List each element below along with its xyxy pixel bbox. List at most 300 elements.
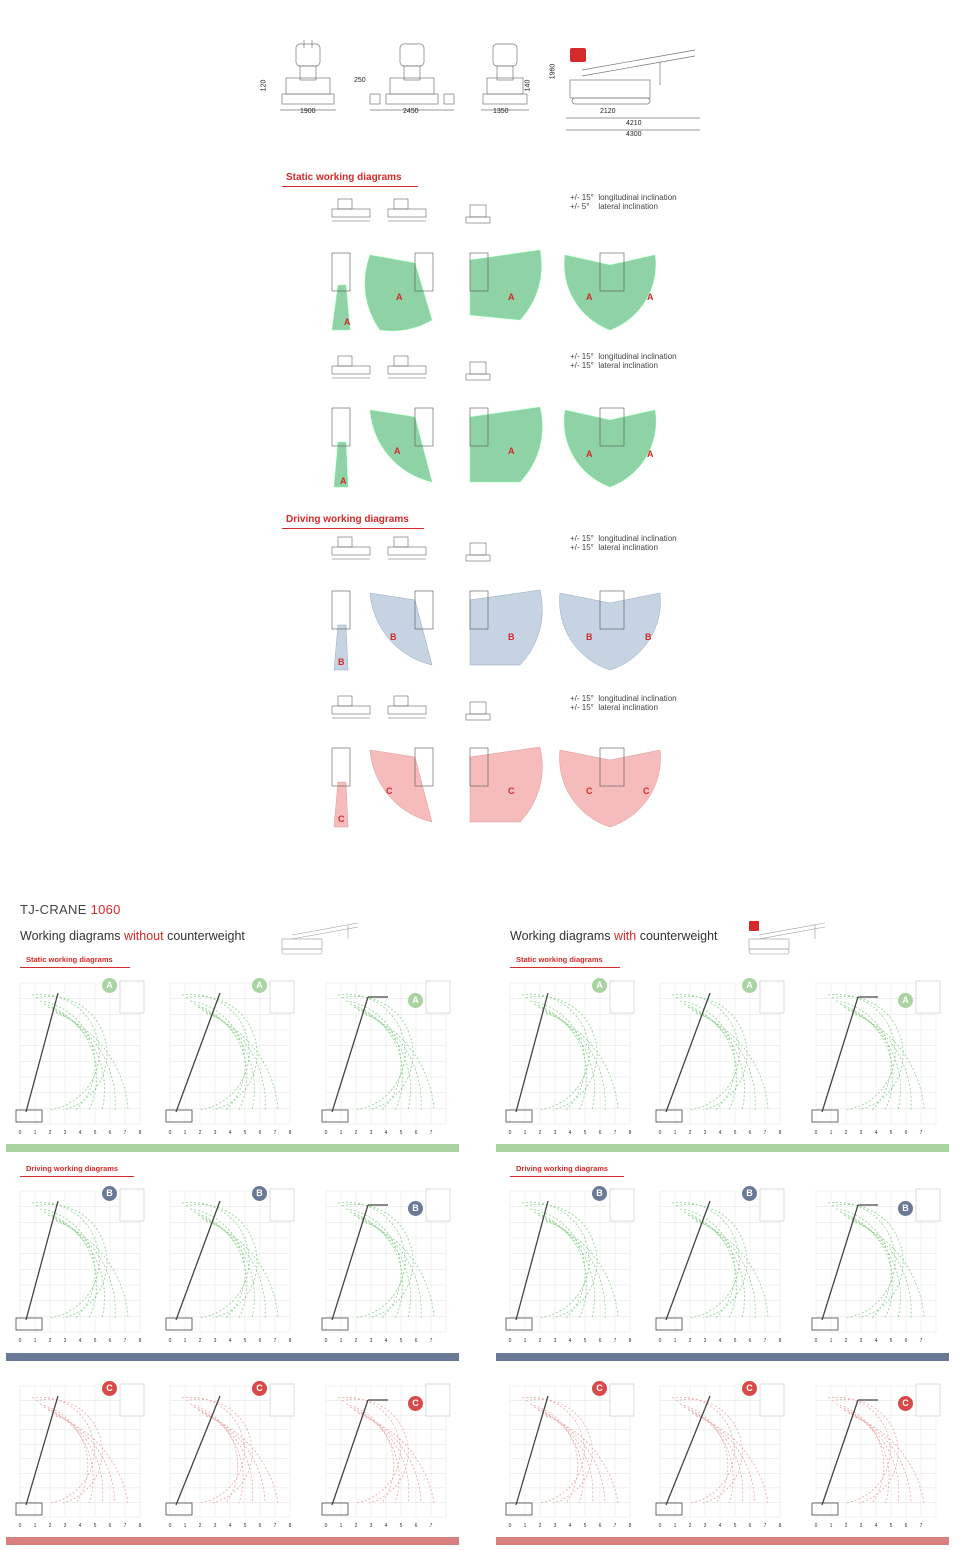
x-tick-label: 3 <box>703 1523 707 1529</box>
right-driving-title: Driving working diagrams <box>516 1164 609 1173</box>
x-tick-label: 6 <box>904 1523 908 1529</box>
load-arc <box>844 1410 899 1503</box>
x-tick-label: 2 <box>688 1338 692 1344</box>
x-tick-label: 0 <box>508 1130 512 1136</box>
x-tick-label: 4 <box>228 1338 232 1344</box>
load-arc <box>688 1215 745 1318</box>
x-tick-label: 1 <box>33 1338 37 1344</box>
driving-zone-row-b <box>320 585 690 680</box>
x-tick-label: 8 <box>288 1338 292 1344</box>
load-arc <box>198 1410 253 1503</box>
x-tick-label: 3 <box>859 1523 863 1529</box>
x-tick-label: 1 <box>183 1130 187 1136</box>
x-tick-label: 7 <box>273 1130 277 1136</box>
x-tick-label: 8 <box>778 1523 782 1529</box>
x-tick-label: 6 <box>598 1338 602 1344</box>
front-view-2 <box>368 38 456 118</box>
load-arc <box>48 1215 105 1318</box>
load-arc <box>848 1010 911 1110</box>
x-tick-label: 0 <box>658 1338 662 1344</box>
x-tick-label: 1 <box>673 1338 677 1344</box>
x-tick-label: 0 <box>508 1338 512 1344</box>
boom-line <box>176 1201 220 1320</box>
x-tick-label: 6 <box>108 1523 112 1529</box>
zone-badge-c: C <box>102 1381 117 1396</box>
zone-badge-b: B <box>592 1186 607 1201</box>
load-arc <box>844 1215 901 1318</box>
svg-text:C: C <box>643 786 650 796</box>
right-panel-title: Working diagrams with counterweight <box>510 929 718 943</box>
x-tick-label: 8 <box>778 1338 782 1344</box>
x-tick-label: 5 <box>399 1523 403 1529</box>
x-tick-label: 3 <box>213 1338 217 1344</box>
boom-line <box>822 1400 858 1505</box>
svg-text:A: A <box>508 446 515 456</box>
dim-height-1: 120 <box>260 79 268 92</box>
x-tick-label: 0 <box>508 1523 512 1529</box>
dim-width-2: 2450 <box>403 108 419 115</box>
zone-badge-c: C <box>252 1381 267 1396</box>
x-tick-label: 4 <box>228 1130 232 1136</box>
svg-text:B: B <box>586 632 593 642</box>
load-arc <box>852 1416 924 1503</box>
x-tick-label: 2 <box>48 1338 52 1344</box>
x-tick-label: 0 <box>168 1338 172 1344</box>
load-arc <box>538 1215 595 1318</box>
x-tick-label: 3 <box>703 1130 707 1136</box>
x-tick-label: 8 <box>628 1130 632 1136</box>
boom-line <box>176 993 220 1112</box>
x-tick-label: 1 <box>523 1338 527 1344</box>
dim-length-short: 4210 <box>626 120 642 127</box>
zone-badge-a: A <box>102 978 117 993</box>
zone-badge-c: C <box>898 1396 913 1411</box>
x-tick-label: 6 <box>414 1523 418 1529</box>
x-tick-label: 6 <box>748 1338 752 1344</box>
left-bar-a <box>6 1144 459 1152</box>
zone-a-label: A <box>344 317 351 327</box>
dim-height-3: 140 <box>524 79 532 92</box>
x-tick-label: 5 <box>399 1130 403 1136</box>
zone-badge-a: A <box>742 978 757 993</box>
x-tick-label: 1 <box>33 1523 37 1529</box>
x-tick-label: 2 <box>48 1523 52 1529</box>
load-chart-a-6 <box>806 975 946 1140</box>
zone-badge-c: C <box>408 1396 423 1411</box>
x-tick-label: 3 <box>859 1338 863 1344</box>
x-tick-label: 5 <box>889 1338 893 1344</box>
x-tick-label: 4 <box>874 1338 878 1344</box>
x-tick-label: 3 <box>369 1130 373 1136</box>
x-tick-label: 3 <box>553 1338 557 1344</box>
x-tick-label: 6 <box>904 1338 908 1344</box>
load-arc <box>538 1007 595 1110</box>
driving-group-1-machines <box>330 533 510 573</box>
load-arc <box>56 1416 128 1503</box>
boom-line <box>176 1396 220 1505</box>
x-tick-label: 0 <box>168 1523 172 1529</box>
svg-text:A: A <box>586 292 593 302</box>
dim-height-side: 1960 <box>549 63 557 80</box>
x-tick-label: 5 <box>93 1130 97 1136</box>
load-chart-c-1 <box>10 1378 150 1533</box>
x-tick-label: 0 <box>814 1523 818 1529</box>
load-arc <box>542 1218 605 1318</box>
load-arc <box>354 1215 411 1318</box>
x-tick-label: 4 <box>874 1130 878 1136</box>
x-tick-label: 1 <box>829 1523 833 1529</box>
x-tick-label: 4 <box>78 1523 82 1529</box>
svg-text:C: C <box>386 786 393 796</box>
brand-title: TJ-CRANE 1060 <box>20 902 121 917</box>
left-bar-c <box>6 1537 459 1545</box>
x-tick-label: 6 <box>748 1130 752 1136</box>
svg-text:C: C <box>586 786 593 796</box>
load-legend-box <box>760 1189 784 1221</box>
load-arc <box>688 1410 743 1503</box>
load-chart-b-1 <box>10 1183 150 1348</box>
load-arc <box>358 1218 421 1318</box>
x-tick-label: 8 <box>628 1523 632 1529</box>
x-tick-label: 6 <box>414 1338 418 1344</box>
x-tick-label: 3 <box>369 1338 373 1344</box>
x-tick-label: 3 <box>553 1523 557 1529</box>
x-tick-label: 1 <box>33 1130 37 1136</box>
load-legend-box <box>270 981 294 1013</box>
x-tick-label: 4 <box>384 1130 388 1136</box>
load-chart-a-1 <box>10 975 150 1140</box>
load-arc <box>848 1218 911 1318</box>
x-tick-label: 7 <box>613 1338 617 1344</box>
x-tick-label: 8 <box>288 1130 292 1136</box>
x-tick-label: 6 <box>748 1523 752 1529</box>
load-arc <box>354 1410 409 1503</box>
x-tick-label: 1 <box>523 1130 527 1136</box>
x-tick-label: 2 <box>354 1338 358 1344</box>
x-tick-label: 0 <box>18 1523 22 1529</box>
x-tick-label: 0 <box>324 1130 328 1136</box>
zone-badge-a: A <box>408 993 423 1008</box>
right-bar-a <box>496 1144 949 1152</box>
x-tick-label: 1 <box>339 1130 343 1136</box>
load-arc <box>692 1010 755 1110</box>
svg-text:A: A <box>647 292 654 302</box>
x-tick-label: 7 <box>763 1130 767 1136</box>
load-chart-a-2 <box>160 975 300 1140</box>
x-tick-label: 5 <box>93 1338 97 1344</box>
x-tick-label: 7 <box>763 1523 767 1529</box>
x-tick-label: 1 <box>339 1523 343 1529</box>
zone-badge-b: B <box>742 1186 757 1201</box>
load-chart-b-5 <box>650 1183 790 1348</box>
svg-text:A: A <box>508 292 515 302</box>
svg-text:B: B <box>645 632 652 642</box>
left-bar-b <box>6 1353 459 1361</box>
x-tick-label: 5 <box>733 1523 737 1529</box>
x-tick-label: 6 <box>904 1130 908 1136</box>
x-tick-label: 0 <box>658 1130 662 1136</box>
x-tick-label: 7 <box>273 1523 277 1529</box>
x-tick-label: 8 <box>138 1523 142 1529</box>
load-chart-a-4 <box>500 975 640 1140</box>
zone-b-label: B <box>338 657 345 667</box>
load-arc <box>52 1010 115 1110</box>
x-tick-label: 2 <box>198 1338 202 1344</box>
svg-text:A: A <box>396 292 403 302</box>
zone-badge-b: B <box>408 1201 423 1216</box>
x-tick-label: 2 <box>48 1130 52 1136</box>
x-tick-label: 3 <box>703 1338 707 1344</box>
load-legend-box <box>426 981 450 1013</box>
load-chart-c-2 <box>160 1378 300 1533</box>
load-arc <box>538 1410 593 1503</box>
section-underline <box>282 186 418 187</box>
left-static-title: Static working diagrams <box>26 955 113 964</box>
x-tick-label: 6 <box>108 1338 112 1344</box>
load-arc <box>358 1010 421 1110</box>
x-tick-label: 7 <box>429 1338 433 1344</box>
x-tick-label: 4 <box>384 1338 388 1344</box>
x-tick-label: 1 <box>829 1338 833 1344</box>
svg-text:C: C <box>508 786 515 796</box>
x-tick-label: 5 <box>583 1523 587 1529</box>
driving-zone-row-c <box>320 742 690 837</box>
dim-height-2: 250 <box>354 77 366 84</box>
x-tick-label: 0 <box>168 1130 172 1136</box>
left-panel-title: Working diagrams without counterweight <box>20 929 245 943</box>
boom-line <box>26 1201 58 1320</box>
x-tick-label: 5 <box>243 1130 247 1136</box>
load-legend-box <box>760 1384 784 1416</box>
x-tick-label: 2 <box>198 1130 202 1136</box>
load-legend-box <box>760 981 784 1013</box>
left-driving-title: Driving working diagrams <box>26 1164 119 1173</box>
load-legend-box <box>916 1189 940 1221</box>
load-legend-box <box>270 1384 294 1416</box>
x-tick-label: 3 <box>63 1338 67 1344</box>
x-tick-label: 3 <box>213 1523 217 1529</box>
load-arc <box>52 1218 115 1318</box>
load-arc <box>692 1218 755 1318</box>
x-tick-label: 4 <box>568 1338 572 1344</box>
boom-line <box>516 993 548 1112</box>
x-tick-label: 2 <box>354 1130 358 1136</box>
load-arc <box>688 1007 745 1110</box>
load-chart-c-4 <box>500 1378 640 1533</box>
static-group-1-machines <box>330 195 510 235</box>
dim-length-total: 4300 <box>626 131 642 138</box>
boom-line <box>666 993 710 1112</box>
static-section-title: Static working diagrams <box>286 172 402 183</box>
x-tick-label: 5 <box>889 1523 893 1529</box>
x-tick-label: 5 <box>243 1338 247 1344</box>
x-tick-label: 2 <box>354 1523 358 1529</box>
load-legend-box <box>610 981 634 1013</box>
x-tick-label: 4 <box>78 1338 82 1344</box>
x-tick-label: 5 <box>243 1523 247 1529</box>
x-tick-label: 4 <box>228 1523 232 1529</box>
svg-text:A: A <box>647 449 654 459</box>
x-tick-label: 3 <box>859 1130 863 1136</box>
dim-track-side: 2120 <box>600 108 616 115</box>
x-tick-label: 1 <box>339 1338 343 1344</box>
zone-badge-c: C <box>592 1381 607 1396</box>
load-chart-b-3 <box>316 1183 456 1348</box>
x-tick-label: 0 <box>814 1130 818 1136</box>
x-tick-label: 8 <box>138 1130 142 1136</box>
x-tick-label: 4 <box>568 1523 572 1529</box>
boom-line <box>516 1201 548 1320</box>
inclination-note-2: +/- 15° longitudinal inclination +/- 15° lateral inclination <box>570 352 677 370</box>
x-tick-label: 4 <box>718 1338 722 1344</box>
zone-c-label: C <box>338 814 345 824</box>
right-bar-c <box>496 1537 949 1545</box>
svg-text:A: A <box>586 449 593 459</box>
x-tick-label: 2 <box>688 1523 692 1529</box>
x-tick-label: 0 <box>18 1130 22 1136</box>
x-tick-label: 8 <box>778 1130 782 1136</box>
x-tick-label: 2 <box>844 1338 848 1344</box>
x-tick-label: 0 <box>18 1338 22 1344</box>
load-legend-box <box>120 1189 144 1221</box>
driving-group-2-machines <box>330 692 510 732</box>
right-static-title: Static working diagrams <box>516 955 603 964</box>
x-tick-label: 6 <box>258 1523 262 1529</box>
x-tick-label: 7 <box>123 1130 127 1136</box>
x-tick-label: 8 <box>288 1523 292 1529</box>
svg-text:B: B <box>508 632 515 642</box>
x-tick-label: 1 <box>673 1523 677 1529</box>
load-arc <box>48 1007 105 1110</box>
load-legend-box <box>610 1189 634 1221</box>
x-tick-label: 2 <box>844 1130 848 1136</box>
load-chart-a-5 <box>650 975 790 1140</box>
load-arc <box>202 1218 265 1318</box>
load-arc <box>542 1010 605 1110</box>
x-tick-label: 4 <box>384 1523 388 1529</box>
x-tick-label: 6 <box>108 1130 112 1136</box>
boom-line <box>666 1396 710 1505</box>
x-tick-label: 7 <box>919 1130 923 1136</box>
left-crane-thumbnail <box>278 915 363 957</box>
dim-width-3: 1350 <box>493 108 509 115</box>
x-tick-label: 2 <box>844 1523 848 1529</box>
static-zone-row-1 <box>320 245 690 340</box>
zone-badge-a: A <box>252 978 267 993</box>
load-chart-b-2 <box>160 1183 300 1348</box>
x-tick-label: 7 <box>123 1338 127 1344</box>
svg-text:B: B <box>390 632 397 642</box>
x-tick-label: 5 <box>733 1338 737 1344</box>
x-tick-label: 5 <box>583 1338 587 1344</box>
load-legend-box <box>916 981 940 1013</box>
load-arc <box>354 1007 411 1110</box>
zone-badge-b: B <box>252 1186 267 1201</box>
load-legend-box <box>270 1189 294 1221</box>
x-tick-label: 1 <box>523 1523 527 1529</box>
x-tick-label: 7 <box>919 1338 923 1344</box>
front-view-1 <box>270 38 350 118</box>
front-view-3 <box>475 38 535 118</box>
zone-badge-b: B <box>102 1186 117 1201</box>
boom-line <box>666 1201 710 1320</box>
load-arc <box>198 1007 255 1110</box>
load-chart-b-6 <box>806 1183 946 1348</box>
x-tick-label: 6 <box>414 1130 418 1136</box>
x-tick-label: 2 <box>538 1130 542 1136</box>
boom-line <box>26 1396 58 1505</box>
x-tick-label: 6 <box>258 1338 262 1344</box>
x-tick-label: 5 <box>583 1130 587 1136</box>
dim-width-1: 1900 <box>300 108 316 115</box>
load-chart-c-5 <box>650 1378 790 1533</box>
driving-section-title: Driving working diagrams <box>286 514 409 525</box>
zone-badge-b: B <box>898 1201 913 1216</box>
x-tick-label: 0 <box>814 1338 818 1344</box>
load-legend-box <box>120 981 144 1013</box>
load-legend-box <box>610 1384 634 1416</box>
boom-line <box>516 1396 548 1505</box>
load-legend-box <box>426 1384 450 1416</box>
x-tick-label: 8 <box>628 1338 632 1344</box>
load-arc <box>696 1416 768 1503</box>
zone-badge-c: C <box>742 1381 757 1396</box>
right-crane-thumbnail <box>745 915 830 957</box>
svg-text:A: A <box>340 476 347 486</box>
load-arc <box>206 1416 278 1503</box>
x-tick-label: 3 <box>553 1130 557 1136</box>
load-chart-b-4 <box>500 1183 640 1348</box>
x-tick-label: 7 <box>613 1130 617 1136</box>
zone-badge-a: A <box>592 978 607 993</box>
x-tick-label: 0 <box>658 1523 662 1529</box>
load-legend-box <box>916 1384 940 1416</box>
x-tick-label: 2 <box>538 1523 542 1529</box>
x-tick-label: 2 <box>538 1338 542 1344</box>
x-tick-label: 6 <box>598 1130 602 1136</box>
x-tick-label: 8 <box>138 1338 142 1344</box>
x-tick-label: 5 <box>93 1523 97 1529</box>
load-arc <box>198 1215 255 1318</box>
x-tick-label: 7 <box>273 1338 277 1344</box>
x-tick-label: 4 <box>718 1130 722 1136</box>
x-tick-label: 1 <box>829 1130 833 1136</box>
x-tick-label: 0 <box>324 1338 328 1344</box>
x-tick-label: 5 <box>733 1130 737 1136</box>
load-chart-a-3 <box>316 975 456 1140</box>
x-tick-label: 3 <box>63 1130 67 1136</box>
x-tick-label: 6 <box>598 1523 602 1529</box>
load-legend-box <box>120 1384 144 1416</box>
x-tick-label: 5 <box>399 1338 403 1344</box>
load-arc <box>48 1410 103 1503</box>
x-tick-label: 2 <box>198 1523 202 1529</box>
load-arc <box>844 1007 901 1110</box>
load-legend-box <box>426 1189 450 1221</box>
x-tick-label: 7 <box>429 1130 433 1136</box>
load-arc <box>362 1416 434 1503</box>
x-tick-label: 4 <box>718 1523 722 1529</box>
x-tick-label: 7 <box>429 1523 433 1529</box>
boom-line <box>332 1400 368 1505</box>
static-zone-row-2 <box>320 402 690 497</box>
x-tick-label: 7 <box>613 1523 617 1529</box>
x-tick-label: 0 <box>324 1523 328 1529</box>
x-tick-label: 7 <box>919 1523 923 1529</box>
x-tick-label: 1 <box>183 1523 187 1529</box>
x-tick-label: 4 <box>78 1130 82 1136</box>
inclination-note-3: +/- 15° longitudinal inclination +/- 15° lateral inclination <box>570 534 677 552</box>
